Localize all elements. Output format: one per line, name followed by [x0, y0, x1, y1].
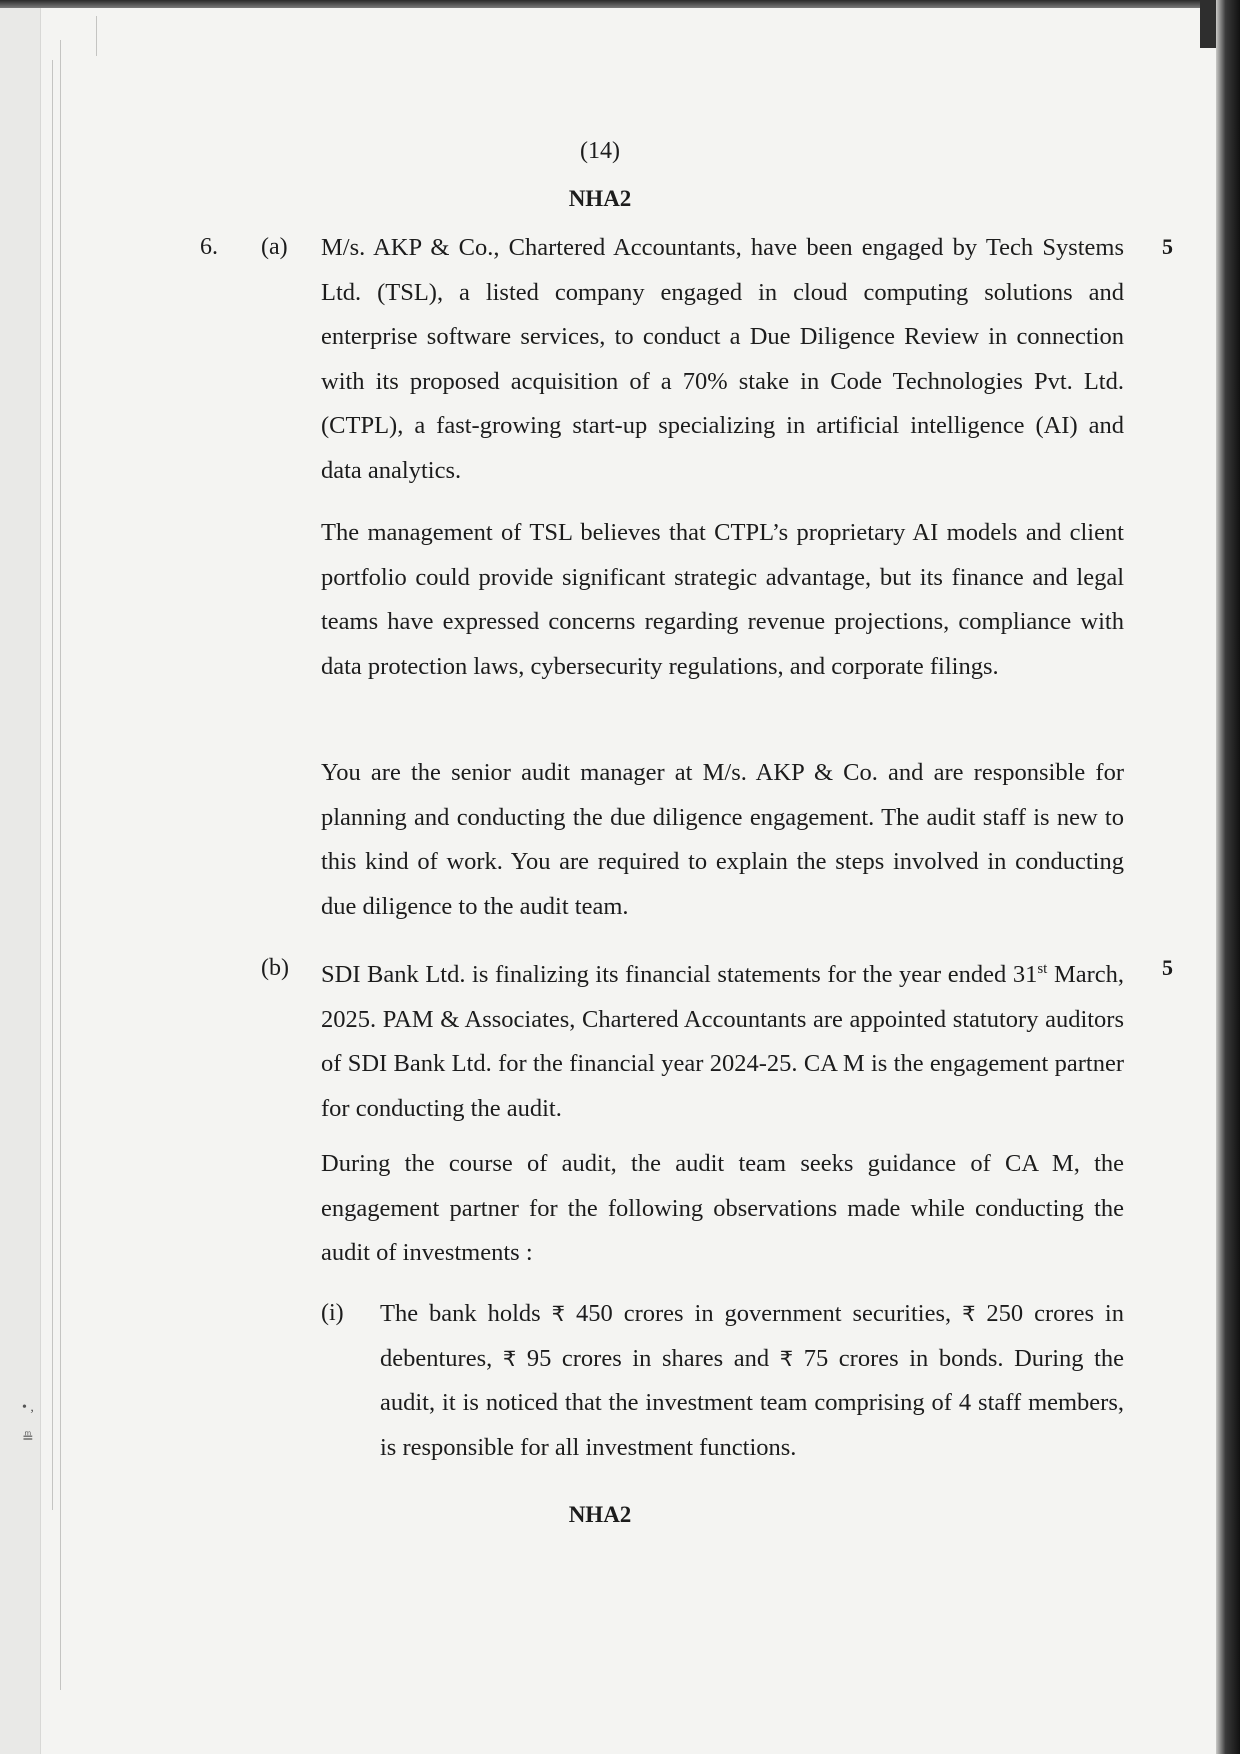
- part-b-paragraph-2: During the course of audit, the audit team seeks guidance of CA M, the engagement partner for the following observations made while conducting the audit of investments :: [321, 1150, 1124, 1266]
- part-a-paragraph-2: The management of TSL believes that CTPL’s proprietary AI models and client portfolio could provide significant strategic advantage, but its finance and legal teams have expressed concerns regarding revenue projections, compliance with data protection laws, cybersecurity regulations, and corporate filings.: [321, 519, 1124, 680]
- part-b-intro-before: SDI Bank Ltd. is finalizing its financial statements for the year ended: [321, 961, 1007, 989]
- rupee-icon: ₹: [502, 1346, 517, 1371]
- item-i-text-4: 95 crores in shares and: [526, 1344, 770, 1372]
- rupee-icon: ₹: [779, 1346, 794, 1371]
- page-number: (14): [580, 138, 620, 164]
- part-b-date-suffix: st: [1037, 961, 1048, 977]
- item-i-paragraph: [380, 1292, 1124, 1470]
- scan-margin-line: [96, 16, 97, 56]
- scan-margin-line: [60, 40, 61, 1690]
- scan-margin-line: [52, 60, 53, 1510]
- item-i-text-3: 250 crores in debentures,: [380, 1300, 1124, 1372]
- part-b-intro-after: March, 2025. PAM & Associates, Chartered Accountants are appointed statutory auditors of SDI Bank Ltd. for the financial year 2024-25. CA M is the engagement partner for conducting the audit.: [321, 961, 1125, 1122]
- rupee-icon: ₹: [962, 1302, 976, 1326]
- part-a-marks: 5: [1162, 234, 1173, 259]
- paper-code-footer: NHA2: [568, 1502, 632, 1527]
- item-i-text-1: The bank holds: [380, 1300, 541, 1327]
- part-a-paragraph-1: M/s. AKP & Co., Chartered Accountants, have been engaged by Tech Systems Ltd. (TSL), a listed company engaged in cloud computing solutions and enterprise software services, to conduct a Due Diligence Review in connection with its proposed acquisition of a 70% stake in Code Technologies Pvt. Ltd. (CTPL), a fast-growing start-up specializing in artificial intelligence (AI) and data analytics.: [321, 234, 1124, 484]
- part-b-paragraph-1: [321, 947, 1124, 1131]
- item-i-text-5: 75 crores in bonds. During the audit, it is noticed that the investment team comprising of 4 staff members, is responsible for all investment functions.: [380, 1344, 1125, 1461]
- scan-speck: ≞: [22, 1431, 34, 1446]
- paper-code-header: NHA2: [568, 186, 632, 211]
- part-a-paragraph-3: You are the senior audit manager at M/s. AKP & Co. and are responsible for planning and conducting the due diligence engagement. The audit staff is new to this kind of work. You are required to explain the steps involved in conducting due diligence to the audit team.: [321, 759, 1124, 920]
- item-i-label: (i): [321, 1300, 344, 1326]
- part-b-label: (b): [261, 955, 289, 981]
- part-b-date-day: 31: [1012, 961, 1038, 989]
- scan-right-edge: [1216, 0, 1240, 1754]
- part-a-label: (a): [261, 234, 288, 260]
- item-i-text-2: 450 crores in government securities,: [576, 1300, 952, 1327]
- question-number: 6.: [200, 234, 218, 260]
- part-b-marks: 5: [1162, 955, 1173, 980]
- scan-top-edge: [0, 0, 1240, 8]
- scan-speck: • ,: [22, 1400, 34, 1415]
- rupee-icon: ₹: [551, 1302, 566, 1326]
